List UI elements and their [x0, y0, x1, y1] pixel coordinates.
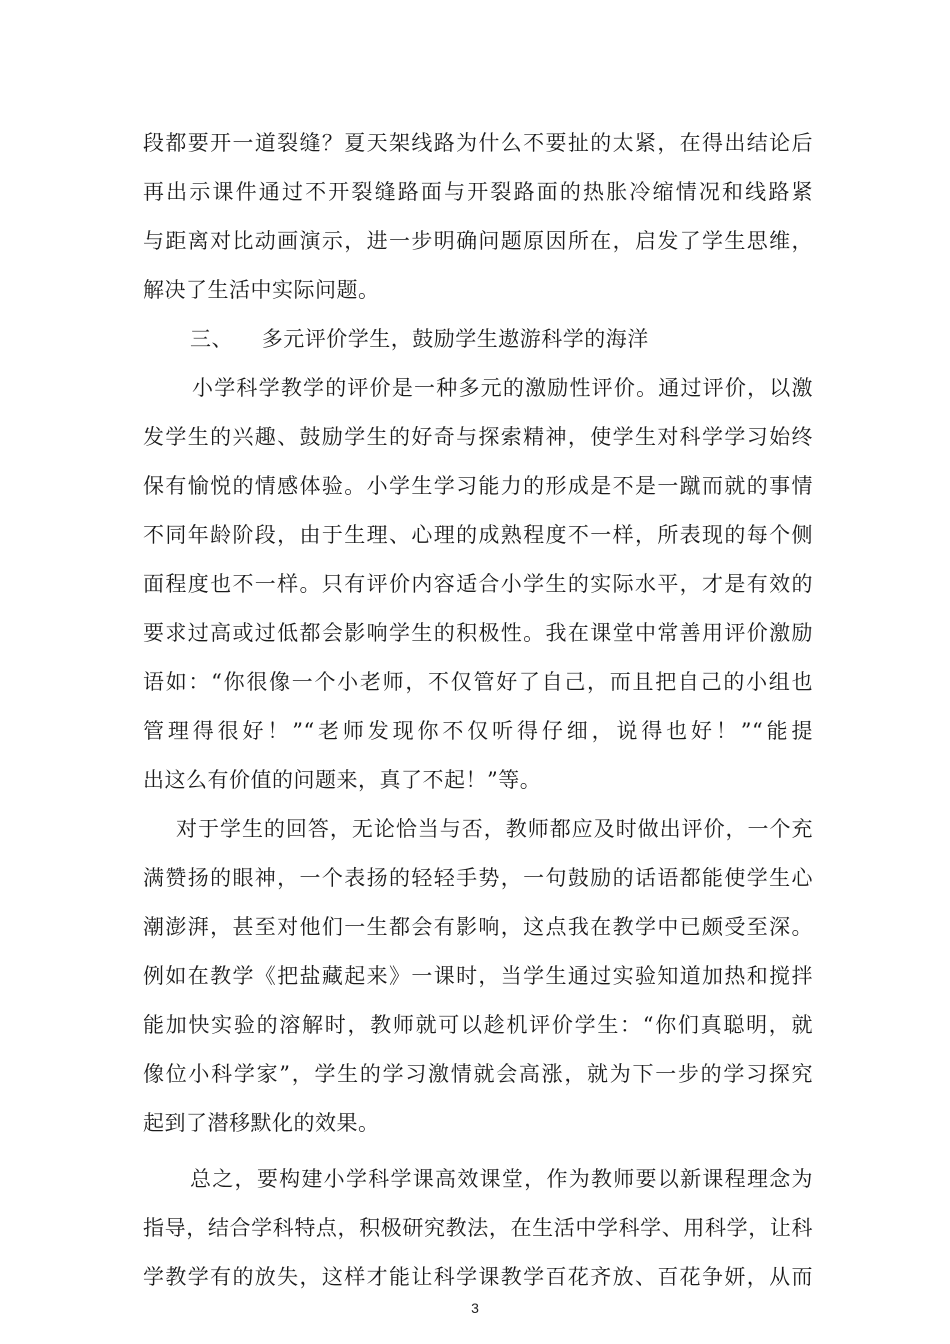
text-line: 满赞扬的眼神，一个表扬的轻轻手势，一句鼓励的话语都能使学生心 [143, 866, 813, 890]
text-line: 管理得很好！”“老师发现你不仅听得仔细，说得也好！”“能提 [143, 719, 813, 743]
page-number: 3 [471, 1300, 479, 1316]
text-line: 要求过高或过低都会影响学生的积极性。我在课堂中常善用评价激励 [143, 621, 813, 645]
text-line: 面程度也不一样。只有评价内容适合小学生的实际水平，才是有效的 [143, 572, 813, 596]
text-line: 学教学有的放失，这样才能让科学课教学百花齐放、百花争妍，从而 [143, 1265, 813, 1289]
text-line: 像位小科学家”，学生的学习激情就会高涨，就为下一步的学习探究 [143, 1062, 813, 1086]
text-line: 与距离对比动画演示，进一步明确问题原因所在，启发了学生思维， [143, 229, 813, 253]
paragraph-first-line: 总之，要构建小学科学课高效课堂，作为教师要以新课程理念为 [190, 1167, 813, 1191]
section-heading: 三、 多元评价学生，鼓励学生遨游科学的海洋 [190, 327, 649, 351]
paragraph-first-line: 小学科学教学的评价是一种多元的激励性评价。通过评价，以激 [192, 376, 813, 400]
text-line: 保有愉悦的情感体验。小学生学习能力的形成是不是一蹴而就的事情 [143, 474, 813, 498]
text-line: 发学生的兴趣、鼓励学生的好奇与探索精神，使学生对科学学习始终 [143, 425, 813, 449]
text-line: 能加快实验的溶解时，教师就可以趁机评价学生：“你们真聪明，就 [143, 1013, 813, 1037]
text-line: 出这么有价值的问题来，真了不起！”等。 [143, 768, 542, 792]
text-line: 语如：“你很像一个小老师，不仅管好了自己，而且把自己的小组也 [143, 670, 813, 694]
text-line: 再出示课件通过不开裂缝路面与开裂路面的热胀冷缩情况和线路紧 [143, 180, 813, 204]
text-line: 不同年龄阶段，由于生理、心理的成熟程度不一样，所表现的每个侧 [143, 523, 813, 547]
text-line: 段都要开一道裂缝？夏天架线路为什么不要扯的太紧，在得出结论后 [143, 131, 813, 155]
text-line: 指导，结合学科特点，积极研究教法，在生活中学科学、用科学，让科 [143, 1216, 813, 1240]
text-line: 起到了潜移默化的效果。 [143, 1111, 380, 1135]
text-line: 例如在教学《把盐藏起来》一课时，当学生通过实验知道加热和搅拌 [143, 964, 813, 988]
text-line: 解决了生活中实际问题。 [143, 278, 380, 302]
text-line: 潮澎湃，甚至对他们一生都会有影响，这点我在教学中已颇受至深。 [143, 915, 813, 939]
paragraph-first-line: 对于学生的回答，无论恰当与否，教师都应及时做出评价，一个充 [176, 817, 813, 841]
